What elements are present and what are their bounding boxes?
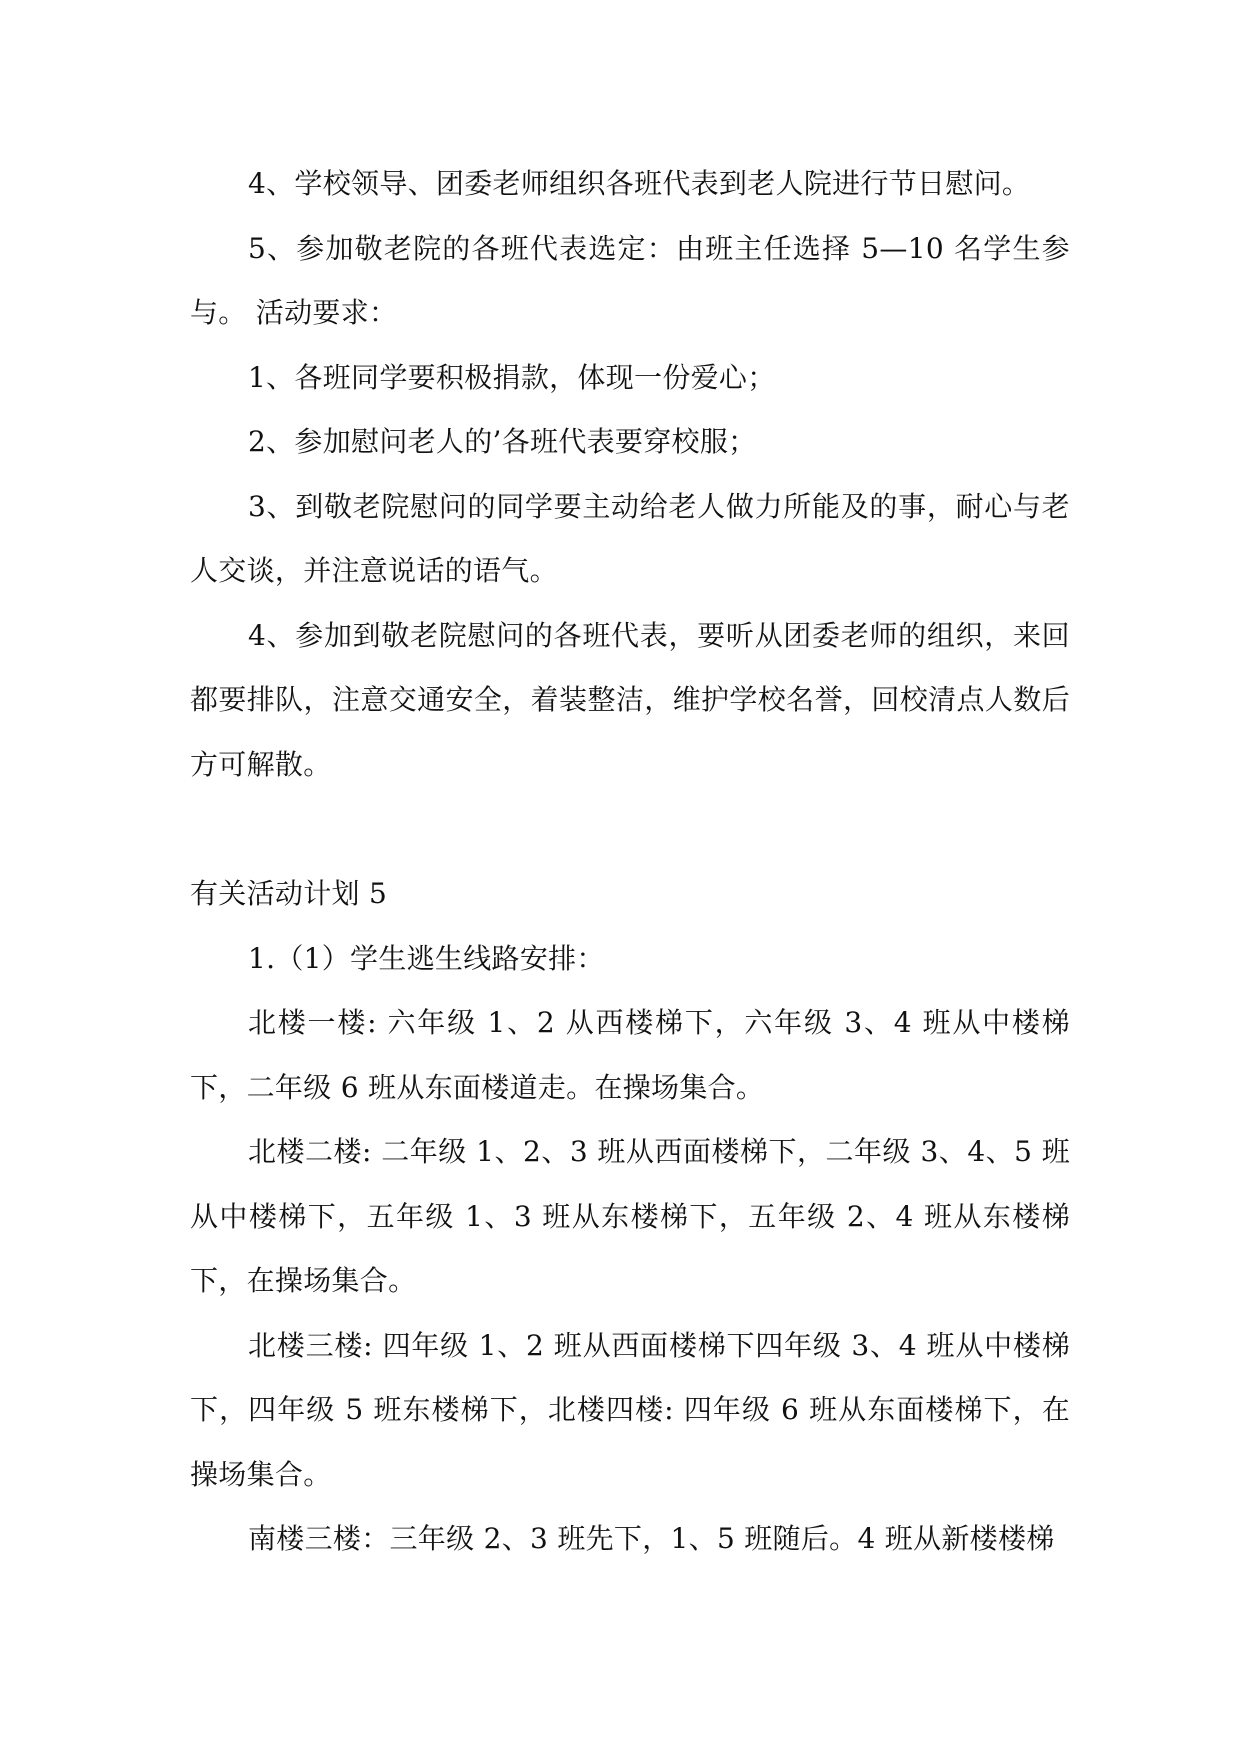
paragraph-a1: 4、学校领导、团委老师组织各班代表到老人院进行节日慰问。 [248,167,1031,200]
section-title: 有关活动计划 5 [190,877,388,910]
section-gap [190,797,1070,862]
paragraph-b1: 1.（1）学生逃生线路安排： [248,941,605,975]
paragraph-a4: 2、参加慰问老人的’各班代表要穿校服； [248,425,757,458]
paragraph-a2: 5、参加敬老院的各班代表选定：由班主任选择 5—10 名学生参与。 活动要求： [190,231,1070,329]
paragraph-b3: 北楼二楼: 二年级 1、2、3 班从西面楼梯下，二年级 3、4、5 班从中楼梯下，五年级 1、3 班从东楼梯下，五年级 2、4 班从东楼梯下，在操场集合。 [190,1135,1070,1297]
paragraph-b5: 南楼三楼：三年级 2、3 班先下，1、5 班随后。4 班从新楼楼梯 [248,1522,1055,1555]
paragraph-b2: 北楼一楼: 六年级 1、2 从西楼梯下，六年级 3、4 班从中楼梯下，二年级 6 班从东面楼道走。在操场集合。 [190,1006,1070,1104]
document-body [190,152,1070,1572]
paragraph-b4: 北楼三楼: 四年级 1、2 班从西面楼梯下四年级 3、4 班从中楼梯下，四年级 5 班东楼梯下，北楼四楼: 四年级 6 班从东面楼梯下，在操场集合。 [190,1328,1070,1491]
paragraph-a5: 3、到敬老院慰问的同学要主动给老人做力所能及的事，耐心与老人交谈，并注意说话的语气。 [190,489,1070,587]
paragraph-a3: 1、各班同学要积极捐款，体现一份爱心； [248,360,776,394]
paragraph-a6: 4、参加到敬老院慰问的各班代表，要听从团委老师的组织，来回都要排队，注意交通安全，着装整洁，维护学校名誉，回校清点人数后方可解散。 [190,618,1070,781]
